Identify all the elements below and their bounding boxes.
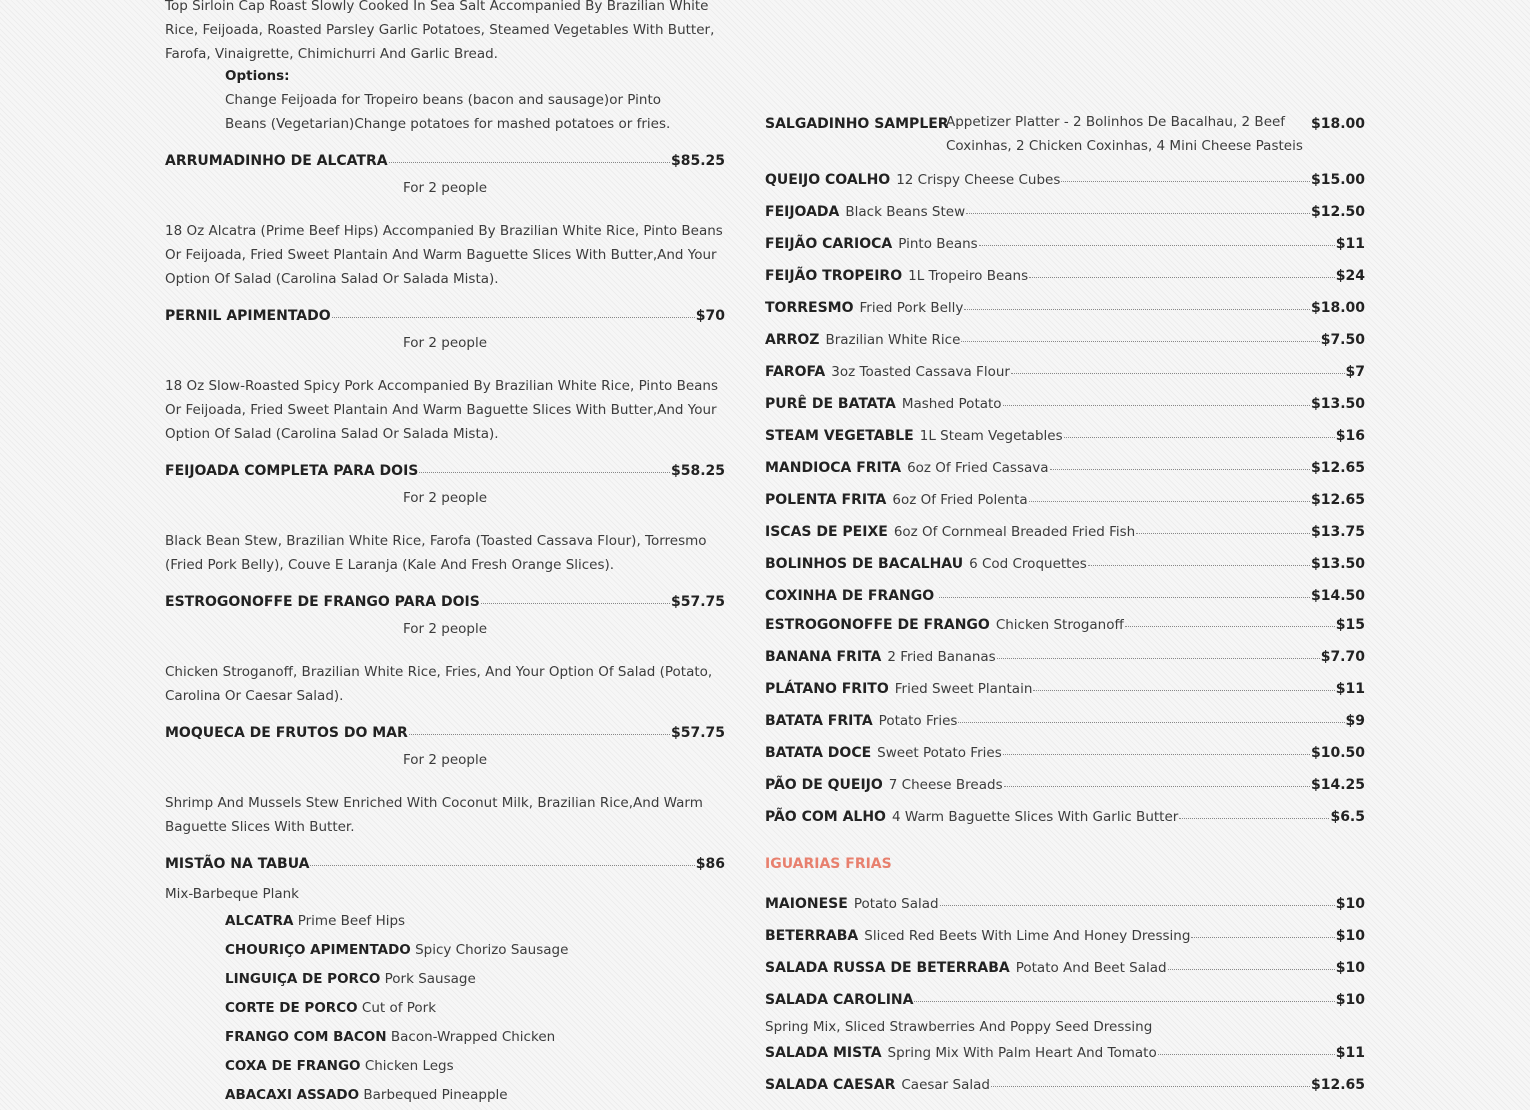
item-description: Shrimp And Mussels Stew Enriched With Coconut Milk, Brazilian Rice,And Warm Baguette Slices With Butter. [165,795,703,835]
menu-item [165,153,725,169]
item-price: $57.75 [670,594,725,610]
item-description: Black Bean Stew, Brazilian White Rice, Farofa (Toasted Cassava Flour), Torresmo (Fried Pork Belly), Couve E Laranja (Kale And Fresh Orange Slices). [165,533,707,573]
serves-note: For 2 people [402,621,488,637]
item-description: Appetizer Platter - 2 Bolinhos De Bacalhau, 2 Beef Coxinhas, 2 Chicken Coxinhas, 4 Mini Cheese Pasteis [946,114,1303,154]
serves-note: For 2 people [402,335,488,351]
item-name: FEIJOADA COMPLETA PARA DOIS [165,463,419,479]
dot-leader [332,317,695,318]
cold-item: SALADA MISTA Spring Mix With Palm Heart And Tomato $11 [765,1045,1365,1061]
side-item: BATATA FRITA Potato Fries $9 [765,713,1365,729]
item-name: ESTROGONOFFE DE FRANGO PARA DOIS [165,594,480,610]
options-text: Change Feijoada for Tropeiro beans (bacon and sausage)or Pinto Beans (Vegetarian)Change potatoes for mashed potatoes or fries. [225,92,671,132]
tabua-subitem: ALCATRA Prime Beef Hips [225,913,406,929]
item-price: $57.75 [670,725,725,741]
tabua-subitem: COXA DE FRANGO Chicken Legs [225,1058,454,1074]
side-item: ISCAS DE PEIXE 6oz Of Cornmeal Breaded Fried Fish $13.75 [765,524,1365,540]
side-item: QUEIJO COALHO 12 Crispy Cheese Cubes $15.00 [765,172,1365,188]
item-name: MISTÃO NA TABUA [165,856,310,872]
side-item: TORRESMO Fried Pork Belly $18.00 [765,300,1365,316]
item-price: $85.25 [670,153,725,169]
carolina-description: Spring Mix, Sliced Strawberries And Poppy Seed Dressing [765,1019,1153,1035]
item-description: Chicken Stroganoff, Brazilian White Rice, Fries, And Your Option Of Salad (Potato, Carolina Or Caesar Salad). [165,664,713,704]
side-item: PLÁTANO FRITO Fried Sweet Plantain $11 [765,681,1365,697]
item-price: $86 [695,856,725,872]
serves-note: For 2 people [402,752,488,768]
item-description: 18 Oz Slow-Roasted Spicy Pork Accompanied By Brazilian White Rice, Pinto Beans Or Feijoada, Fried Sweet Plantain And Warm Baguette Slices With Butter,And Your Option Of Salad (Carolina Salad Or Salada Mista). [165,378,718,442]
side-item: MANDIOCA FRITA 6oz Of Fried Cassava $12.65 [765,460,1365,476]
tabua-subitem: LINGUIÇA DE PORCO Pork Sausage [225,971,476,987]
tabua-subitem: FRANGO COM BACON Bacon-Wrapped Chicken [225,1029,556,1045]
side-item: PÃO DE QUEIJO 7 Cheese Breads $14.25 [765,777,1365,793]
side-item: POLENTA FRITA 6oz Of Fried Polenta $12.65 [765,492,1365,508]
side-item: STEAM VEGETABLE 1L Steam Vegetables $16 [765,428,1365,444]
serves-note: For 2 people [402,180,488,196]
menu-item [165,594,725,610]
menu-item [165,463,725,479]
section-title-cold: IGUARIAS FRIAS [765,856,892,872]
side-item: PÃO COM ALHO 4 Warm Baguette Slices With Garlic Butter $6.5 [765,809,1365,825]
side-item: BOLINHOS DE BACALHAU 6 Cod Croquettes $13.50 [765,556,1365,572]
cold-item: SALADA CAESAR Caesar Salad $12.65 [765,1077,1365,1093]
item-price: $18.00 [1310,116,1365,132]
side-item: FAROFA 3oz Toasted Cassava Flour $7 [765,364,1365,380]
side-item: BATATA DOCE Sweet Potato Fries $10.50 [765,745,1365,761]
intro-description: Top Sirloin Cap Roast Slowly Cooked In Sea Salt Accompanied By Brazilian White Rice, Feijoada, Roasted Parsley Garlic Potatoes, Steamed Vegetables With Butter, Farofa, Vinaigrette, Chimichurri And Garlic Bread. [165,0,715,62]
serves-note: For 2 people [402,490,488,506]
item-name: MOQUECA DE FRUTOS DO MAR [165,725,408,741]
tabua-subitem: CORTE DE PORCO Cut of Pork [225,1000,437,1016]
item-description: 18 Oz Alcatra (Prime Beef Hips) Accompanied By Brazilian White Rice, Pinto Beans Or Feijoada, Fried Sweet Plantain And Warm Baguette Slices With Butter,And Your Option Of Salad (Carolina Salad Or Salada Mista). [165,223,723,287]
options-label: Options: [225,68,290,84]
item-name: PERNIL APIMENTADO [165,308,331,324]
side-item: COXINHA DE FRANGO $14.50 [765,588,1365,604]
tabua-description: Mix-Barbeque Plank [165,886,299,902]
menu-item [165,308,725,324]
item-price: $70 [695,308,725,324]
menu-item-tabua [165,856,725,872]
dot-leader [409,734,670,735]
item-name: ARRUMADINHO DE ALCATRA [165,153,388,169]
side-item: BANANA FRITA 2 Fried Bananas $7.70 [765,649,1365,665]
menu-item [165,725,725,741]
side-item: ESTROGONOFFE DE FRANGO Chicken Stroganoff $15 [765,617,1365,633]
side-item: FEIJOADA Black Beans Stew $12.50 [765,204,1365,220]
item-name: SALGADINHO SAMPLER [765,116,949,132]
side-item: FEIJÃO TROPEIRO 1L Tropeiro Beans $24 [765,268,1365,284]
side-item: FEIJÃO CARIOCA Pinto Beans $11 [765,236,1365,252]
dot-leader [389,162,670,163]
tabua-subitem: CHOURIÇO APIMENTADO Spicy Chorizo Sausage [225,942,569,958]
dot-leader [310,865,694,866]
side-item: ARROZ Brazilian White Rice $7.50 [765,332,1365,348]
dot-leader [481,603,670,604]
cold-item: SALADA RUSSA DE BETERRABA Potato And Beet Salad $10 [765,960,1365,976]
cold-item: BETERRABA Sliced Red Beets With Lime And Honey Dressing $10 [765,928,1365,944]
cold-item: SALADA CAROLINA $10 [765,992,1365,1008]
side-item: PURÊ DE BATATA Mashed Potato $13.50 [765,396,1365,412]
dot-leader [419,472,670,473]
tabua-subitem: ABACAXI ASSADO Barbequed Pineapple [225,1087,508,1103]
cold-item: MAIONESE Potato Salad $10 [765,896,1365,912]
item-price: $58.25 [670,463,725,479]
